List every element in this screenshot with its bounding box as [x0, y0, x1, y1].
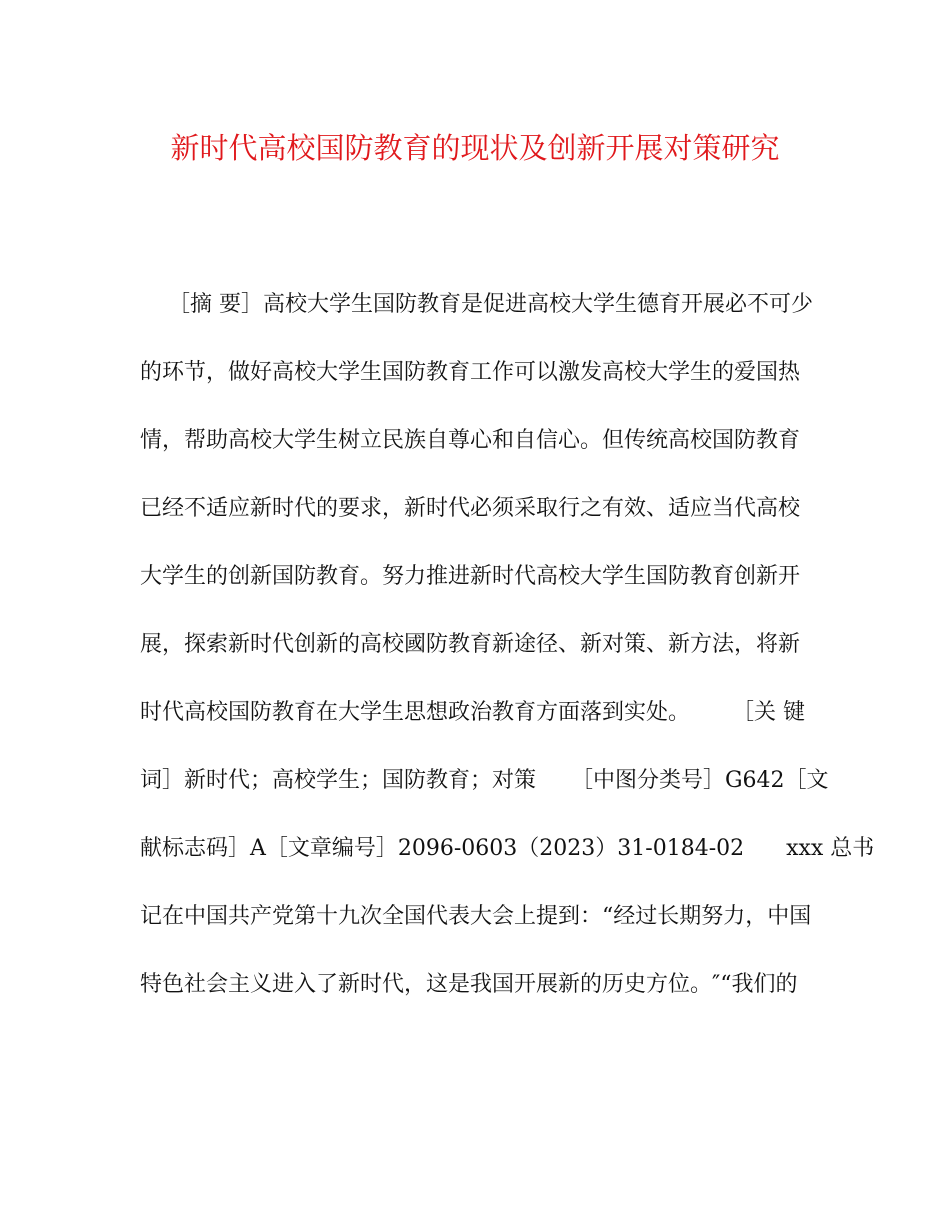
document-title: 新时代高校国防教育的现状及创新开展对策研究: [170, 131, 780, 165]
body-line: 献标志码］A［文章编号］2096-0603（2023）31-0184-02 xxx 总书: [140, 836, 875, 861]
body-line: 已经不适应新时代的要求，新时代必须采取行之有效、适应当代高校: [140, 496, 801, 521]
body-line: 情，帮助高校大学生树立民族自尊心和自信心。但传统高校国防教育: [140, 428, 801, 453]
body-line: 记在中国共产党第十九次全国代表大会上提到：“经过长期努力，中国: [140, 904, 812, 929]
body-line: 时代高校国防教育在大学生思想政治教育方面落到实处。 ［关 键: [140, 700, 805, 725]
body-line: 特色社会主义进入了新时代，这是我国开展新的历史方位。″“我们的: [140, 972, 798, 997]
body-line: 展，探索新时代创新的高校國防教育新途径、新对策、新方法，将新: [140, 632, 801, 657]
body-line: 词］新时代；高校学生；国防教育；对策 ［中图分类号］G642［文: [140, 768, 829, 793]
body-line: ［摘 要］高校大学生国防教育是促进高校大学生德育开展必不可少: [140, 292, 813, 317]
document-body: [140, 285, 875, 1033]
body-line: 大学生的创新国防教育。努力推进新时代高校大学生国防教育创新开: [140, 564, 801, 589]
body-line: 的环节，做好高校大学生国防教育工作可以激发高校大学生的爱国热: [140, 360, 801, 385]
